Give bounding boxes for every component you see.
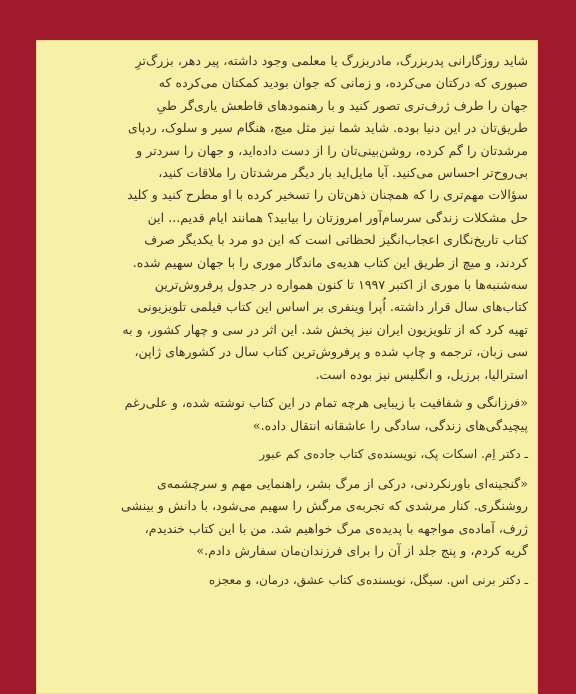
- text-line: کتاب‌های سال قرار داشته. اُپرا وینفری بر اساس این کتاب فیلمی تلویزیونی: [137, 299, 528, 315]
- quote-line: «گنجینه‌ای باورنکردنی، درکی از مرگ بشر، راهنمایی مهم و سرچشمه‌ی: [156, 475, 528, 491]
- text-line: بی‌روح‌تر احساس می‌کنید. آیا مایل‌اید بار دیگر مرشدتان را ملاقات کنید،: [158, 165, 528, 181]
- text-line: سؤالات مهم‌تری را که همچنان ذهن‌تان را تسخیر کرده با او مطرح کنید و کلید: [127, 187, 528, 203]
- review-quote-1: [48, 392, 528, 463]
- quote-line: گریه کردم، و پنج جلد از آن را برای فرزندان‌مان سفارش دادم.»: [196, 543, 528, 559]
- quote-attribution: ـ دکتر اِم. اسکات پک، نویسنده‌ی کتاب جاده‌ی کم عبور: [259, 446, 528, 461]
- quote-line: «فرزانگی و شفافیت با زیبایی هرچه تمام در این کتاب نوشته شده، و علی‌رغم: [124, 395, 528, 411]
- review-quote-2: [48, 473, 528, 589]
- quote-line: ژرف، آماده‌ی مواجهه با پدیده‌ی مرگ خواهیم شد. من با این کتاب خندیدم،: [144, 520, 528, 536]
- text-line: تهیه کرد که از تلویزیون ایران نیز پخش شد. این اثر در سی و چهار کشور، و به: [122, 321, 528, 337]
- text-line: جهان را طرف ژرف‌تری تصور کنید و با رهنمودهای قاطعش یاری‌گر طیِ: [156, 97, 528, 113]
- text-line: طریق‌تان در این دنیا بوده. شاید شما نیز مثل میچ، هنگام سیر و سلوک، ردپای: [128, 120, 528, 136]
- quote-attribution: ـ دکتر برنی اس. سیگل، نویسنده‌ی کتاب عشق، درمان، و معجزه: [208, 572, 528, 587]
- text-line: سی زبان، ترجمه و چاپ شده و پرفروش‌ترین کتاب سال در کشورهای ژاپن،: [134, 344, 528, 360]
- text-line: کتاب تاریخ‌نگاری اعجاب‌انگیز لحظاتی است که این دو مرد با یکدیگر صرف: [144, 232, 528, 248]
- text-line: مرشدتان را گم کرده، روشن‌بینی‌تان را از دست داده‌اید، و جهان را سردتر و: [136, 142, 528, 158]
- text-line: حل مشکلات زندگی سرسام‌آور امروزتان را بیابید؟ همانند ایام قدیم... این: [147, 209, 528, 225]
- cover-text: [48, 50, 528, 599]
- text-line: سه‌شنبه‌ها با موری از اکتبر ۱۹۹۷ تا کنون همواره در جدول پرفروش‌ترین: [154, 277, 528, 293]
- text-line: استرالیا، برزیل، و انگلیس نیز بوده است.: [315, 366, 528, 382]
- text-line: صبوری که درکتان می‌کرده، و زمانی که جوان بودید کمکتان می‌کرده که: [158, 75, 528, 91]
- text-line: کردند، و میچ از طریق این کتاب هدیه‌ی ماندگار موری را با جهان سهیم شده.: [132, 254, 528, 270]
- quote-line: پیچیدگی‌های زندگی، سادگی را عاشقانه انتقال داده.»: [252, 417, 528, 433]
- blurb-paragraph: [48, 50, 528, 386]
- text-line: شاید روزگارانی پدربزرگ، مادربزرگ یا معلمی وجود داشته، پیر دهر، بزرگ‌ترِ: [135, 53, 528, 68]
- quote-line: روشنگری. کنار مرشدی که تجربه‌ی مرگش را سهیم می‌شود، با دانش و بینشی: [121, 498, 528, 514]
